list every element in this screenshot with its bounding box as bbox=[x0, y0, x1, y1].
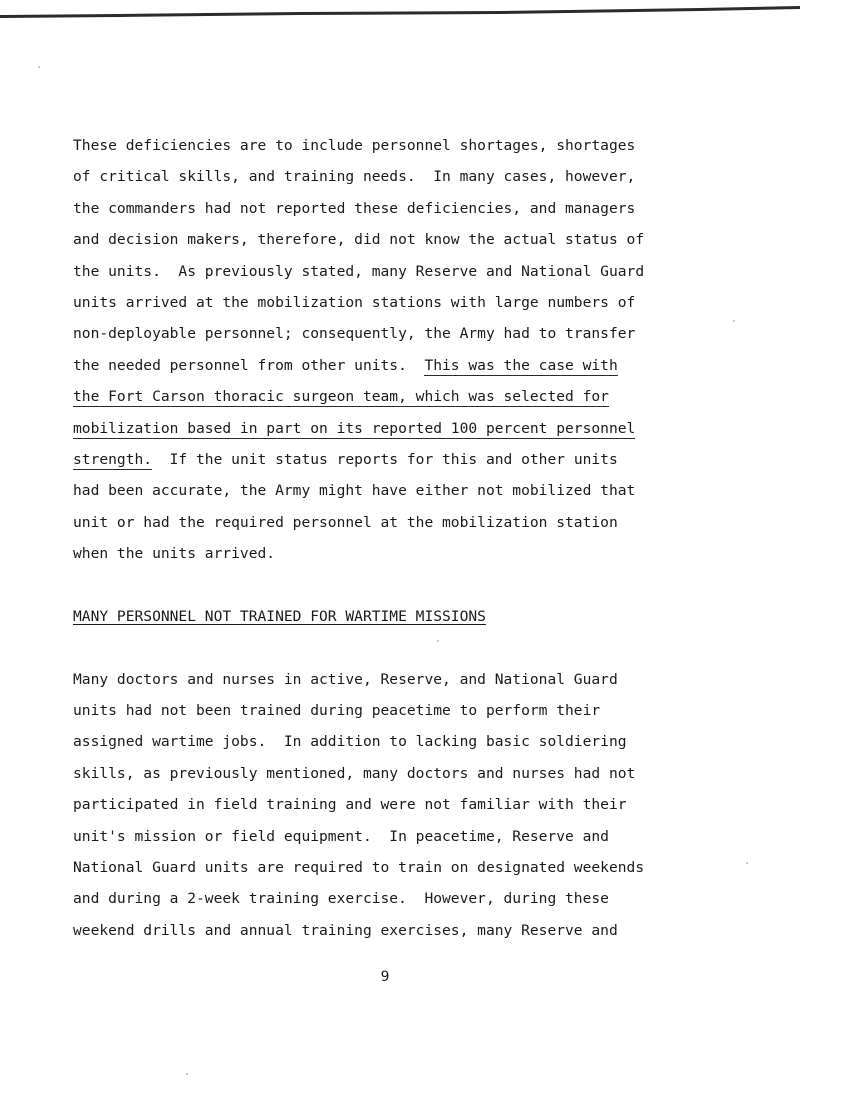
scan-speck bbox=[38, 66, 40, 68]
text-line: Many doctors and nurses in active, Reserve, and National Guard bbox=[73, 670, 618, 688]
text-line: non-deployable personnel; consequently, the Army had to transfer bbox=[73, 325, 636, 343]
text-line: had been accurate, the Army might have either not mobilized that bbox=[73, 482, 636, 500]
text-line: unit or had the required personnel at the mobilization station bbox=[73, 513, 618, 531]
text-line: units arrived at the mobilization stations with large numbers of bbox=[73, 293, 636, 311]
text-line: These deficiencies are to include personnel shortages, shortages bbox=[73, 137, 636, 154]
top-border-rule bbox=[0, 3, 800, 19]
section-heading bbox=[73, 601, 713, 632]
paragraph-spacer bbox=[73, 632, 713, 663]
paragraph-training bbox=[73, 664, 713, 947]
text-line: and decision makers, therefore, did not know the actual status of bbox=[73, 231, 645, 249]
paragraph-unit-status bbox=[73, 130, 713, 569]
underlined-passage: strength. bbox=[73, 450, 153, 468]
text-line: when the units arrived. bbox=[73, 545, 276, 563]
document-page bbox=[73, 130, 713, 946]
text-line bbox=[73, 381, 713, 412]
page-number: 9 bbox=[380, 968, 390, 985]
text-line: of critical skills, and training needs. In many cases, however, bbox=[73, 168, 636, 186]
text-line: participated in field training and were not familiar with their bbox=[73, 796, 627, 814]
text-line bbox=[73, 444, 713, 475]
scan-speck bbox=[746, 862, 748, 864]
text-line: National Guard units are required to train on designated weekends bbox=[73, 858, 645, 876]
text-line bbox=[73, 350, 713, 381]
scan-speck bbox=[186, 1073, 188, 1075]
text-line: unit's mission or field equipment. In peacetime, Reserve and bbox=[73, 827, 609, 845]
text-line: weekend drills and annual training exercises, many Reserve and bbox=[73, 921, 618, 939]
text-segment: the needed personnel from other units. bbox=[73, 356, 425, 374]
underlined-passage: the Fort Carson thoracic surgeon team, which was selected for bbox=[73, 388, 609, 406]
scan-speck bbox=[733, 320, 735, 322]
paragraph-spacer bbox=[73, 569, 713, 600]
scan-speck bbox=[437, 640, 439, 642]
text-line bbox=[73, 413, 713, 444]
text-line: skills, as previously mentioned, many doctors and nurses had not bbox=[73, 764, 636, 782]
section-heading-text: MANY PERSONNEL NOT TRAINED FOR WARTIME MISSIONS bbox=[73, 607, 486, 625]
text-segment: If the unit status reports for this and other units bbox=[152, 450, 618, 468]
text-line: the commanders had not reported these deficiencies, and managers bbox=[73, 199, 636, 217]
text-line: and during a 2-week training exercise. However, during these bbox=[73, 890, 609, 908]
text-line: the units. As previously stated, many Reserve and National Guard bbox=[73, 262, 645, 280]
text-line: assigned wartime jobs. In addition to lacking basic soldiering bbox=[73, 733, 627, 751]
underlined-passage: mobilization based in part on its reported 100 percent personnel bbox=[73, 419, 636, 437]
underlined-passage: This was the case with bbox=[424, 356, 618, 374]
text-line: units had not been trained during peacetime to perform their bbox=[73, 702, 601, 720]
